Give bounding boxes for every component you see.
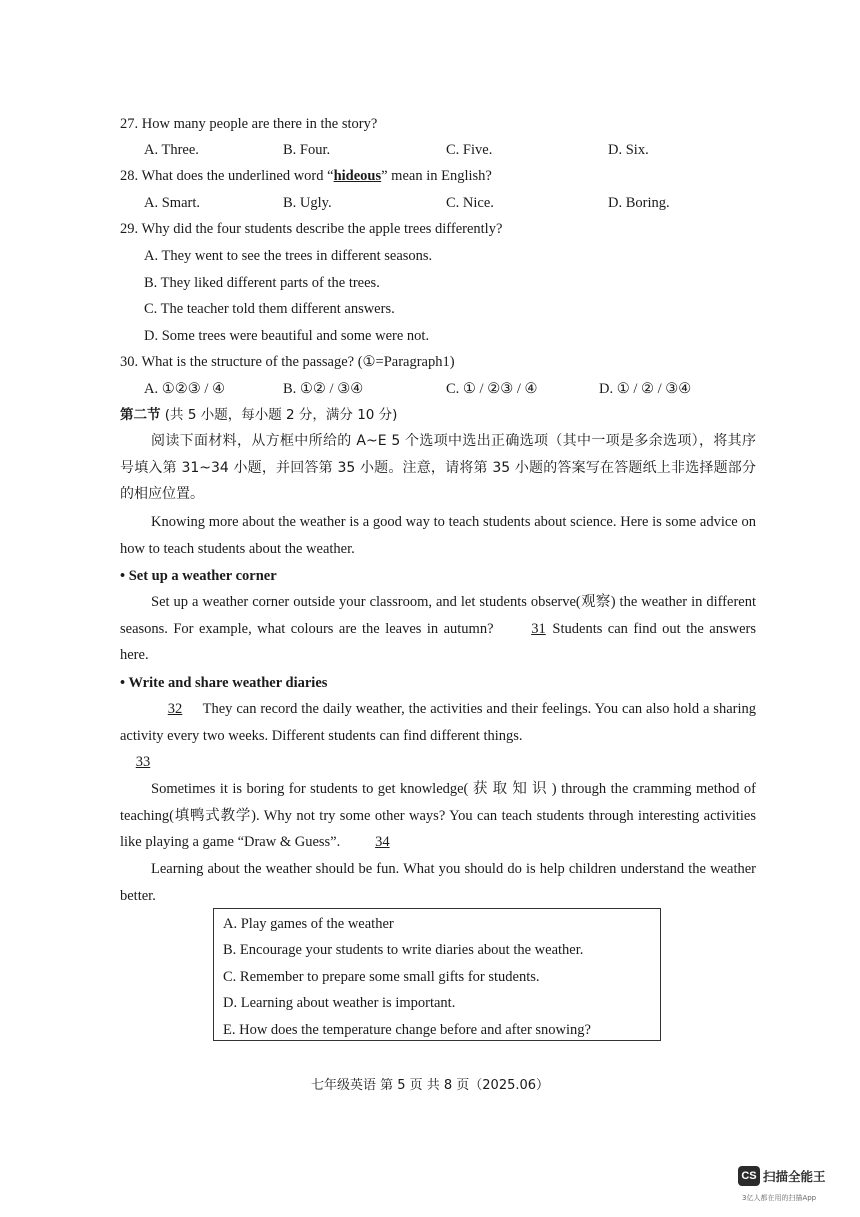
p2-text: They can record the daily weather, the activities and their feelings. You can also hold a sharing activity every two weeks. Different students can find different things. [120,701,756,744]
q29-option-a: A. They went to see the trees in different seasons. [144,248,433,264]
choice-b: B. Encourage your students to write diaries about the weather. [223,942,584,958]
q28-stem-end: ” mean in English? [381,168,492,184]
q28-option-b: B. Ugly. [283,195,332,211]
scanner-tagline: 3亿人都在用的扫描App [742,1194,817,1202]
p3-text: Sometimes it is boring for students to get knowledge( 获 取 知 识 ) through the cramming method of teaching(填鸭式教学). Why not try some other ways? You can teach students through interesting activities like playing a game “Draw & Guess”. [120,781,756,851]
choice-c: C. Remember to prepare some small gifts for students. [223,969,540,985]
passage-paragraph-2 [120,696,756,749]
p1-text-end: Students can find out the answers here. [120,620,757,664]
passage-paragraph-3 [120,776,756,856]
p1-text: Set up a weather corner outside your classroom, and let students observe(观察) the weather in different seasons. For example, what colours are the leaves in autumn? [120,594,756,637]
q27-option-a: A. Three. [144,142,199,158]
q28-stem-start: 28. What does the underlined word “ [120,168,334,184]
section-title: 第二节 [120,407,161,423]
question-30-stem: 30. What is the structure of the passage? (①=Paragraph1) [120,354,455,370]
blank-33: 33 [135,754,151,770]
section-scoring-note: (共 5 小题，每小题 2 分，满分 10 分) [160,407,398,423]
q29-option-c: C. The teacher told them different answers. [144,301,395,317]
passage-heading-weather-diaries: • Write and share weather diaries [120,675,328,691]
passage-intro: Knowing more about the weather is a good way to teach students about science. Here is some advice on how to teach students about the weather. [120,514,756,557]
choice-e: E. How does the temperature change before and after snowing? [223,1022,591,1038]
scanner-app-name: 扫描全能王 [763,1169,826,1184]
choice-d: D. Learning about weather is important. [223,995,456,1011]
q30-option-d: D. ① / ② / ③④ [599,381,692,397]
scanner-logo [738,1166,826,1186]
blank-34: 34 [375,834,390,851]
passage-paragraph-1 [120,589,756,669]
cs-logo-icon: CS [738,1166,760,1186]
q28-option-a: A. Smart. [144,195,200,211]
question-27-stem: 27. How many people are there in the story? [120,116,378,132]
page-footer: 七年级英语 第 5 页 共 8 页（2025.06） [310,1078,550,1093]
blank-32: 32 [167,701,183,717]
q27-option-b: B. Four. [283,142,331,158]
section-heading [120,406,397,424]
q27-option-c: C. Five. [446,142,493,158]
q30-option-b: B. ①② / ③④ [283,381,364,397]
q30-option-a: A. ①②③ / ④ [144,381,225,397]
q28-option-d: D. Boring. [608,195,670,211]
q29-option-d: D. Some trees were beautiful and some were not. [144,328,430,344]
choice-a: A. Play games of the weather [223,916,394,932]
blank-31: 31 [531,620,546,637]
question-28-stem [120,167,492,185]
q30-option-c: C. ① / ②③ / ④ [446,381,538,397]
passage-heading-weather-corner: • Set up a weather corner [120,568,277,584]
q28-underlined-word: hideous [333,168,382,184]
blank-33-line [120,753,166,771]
choices-box [213,908,661,1041]
question-29-stem: 29. Why did the four students describe the apple trees differently? [120,221,503,237]
passage-paragraph-4: Learning about the weather should be fun. What you should do is help children understand the weather better. [120,861,756,904]
q29-option-b: B. They liked different parts of the trees. [144,275,380,291]
q27-option-d: D. Six. [608,142,649,158]
q28-option-c: C. Nice. [446,195,494,211]
section-instructions: 阅读下面材料，从方框中所给的 A~E 5 个选项中选出正确选项（其中一项是多余选项），将其序号填入第 31~34 小题，并回答第 35 小题。注意，请将第 35 小题的答案写在答题纸上非选择题部分的相应位置。 [120,433,756,502]
